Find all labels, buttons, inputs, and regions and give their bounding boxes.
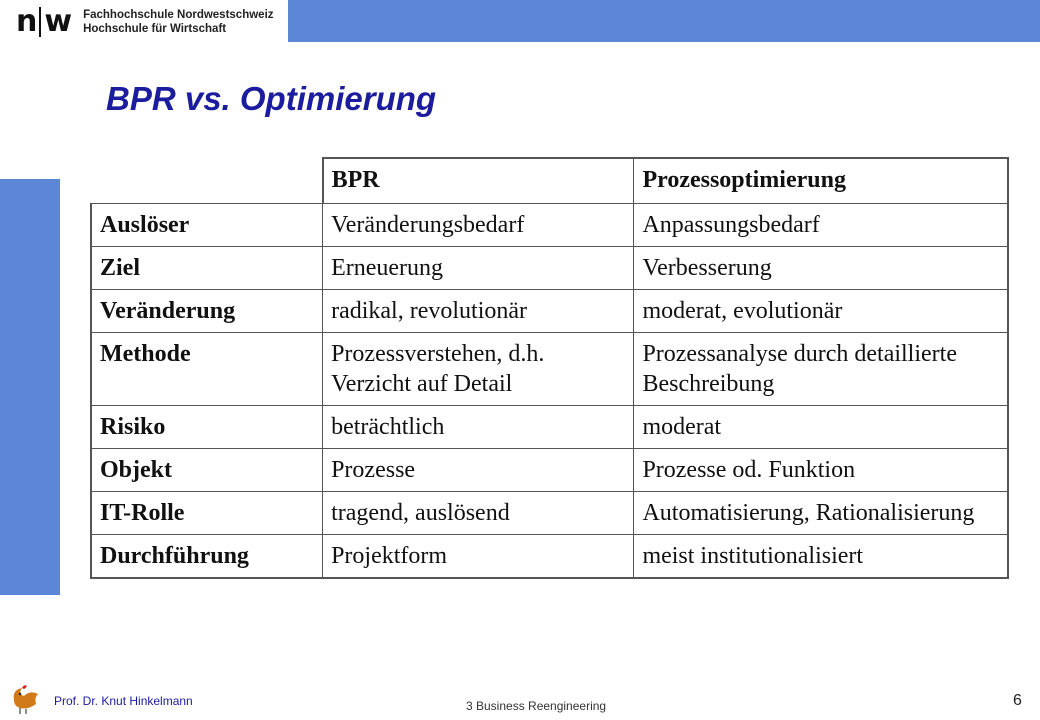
table-row	[91, 204, 1008, 247]
optimierung-cell: Prozessanalyse durch detaillierte Beschreibung	[634, 333, 1008, 406]
table-row	[91, 449, 1008, 492]
school-logo	[16, 4, 274, 40]
row-label: IT-Rolle	[91, 492, 323, 535]
bpr-cell: Prozessverstehen, d.h. Verzicht auf Detail	[323, 333, 634, 406]
optimierung-cell: meist institutionalisiert	[634, 535, 1008, 579]
optimierung-cell: Verbesserung	[634, 247, 1008, 290]
logo-text	[83, 8, 273, 36]
logo-mark: n w	[16, 4, 72, 39]
table-row	[91, 247, 1008, 290]
footer-author: Prof. Dr. Knut Hinkelmann	[54, 694, 193, 708]
bpr-cell: radikal, revolutionär	[323, 290, 634, 333]
row-label: Objekt	[91, 449, 323, 492]
row-label: Risiko	[91, 406, 323, 449]
row-label: Auslöser	[91, 204, 323, 247]
bpr-cell: Veränderungsbedarf	[323, 204, 634, 247]
side-accent-bar	[0, 179, 60, 595]
header-cell-bpr: BPR	[323, 158, 634, 204]
bpr-cell: beträchtlich	[323, 406, 634, 449]
bpr-cell: tragend, auslösend	[323, 492, 634, 535]
table-row	[91, 406, 1008, 449]
optimierung-cell: moderat	[634, 406, 1008, 449]
row-label: Durchführung	[91, 535, 323, 579]
table-header-row	[91, 158, 1008, 204]
rooster-logo-icon	[8, 680, 44, 716]
bpr-cell: Erneuerung	[323, 247, 634, 290]
optimierung-cell: Prozesse od. Funktion	[634, 449, 1008, 492]
row-label: Methode	[91, 333, 323, 406]
logo-line-2: Hochschule für Wirtschaft	[83, 23, 227, 35]
row-label: Ziel	[91, 247, 323, 290]
slide-title: BPR vs. Optimierung	[106, 80, 437, 117]
page-number: 6	[1013, 692, 1022, 709]
table-row	[91, 535, 1008, 579]
optimierung-cell: moderat, evolutionär	[634, 290, 1008, 333]
optimierung-cell: Automatisierung, Rationalisierung	[634, 492, 1008, 535]
table-row	[91, 290, 1008, 333]
optimierung-cell: Anpassungsbedarf	[634, 204, 1008, 247]
table-row	[91, 333, 1008, 406]
footer-chapter: 3 Business Reengineering	[466, 699, 607, 713]
bpr-cell: Projektform	[323, 535, 634, 579]
bpr-cell: Prozesse	[323, 449, 634, 492]
comparison-table	[90, 157, 1009, 579]
header-cell-optimierung: Prozessoptimierung	[634, 158, 1008, 204]
row-label: Veränderung	[91, 290, 323, 333]
table-row	[91, 492, 1008, 535]
header-empty-cell	[91, 158, 323, 204]
logo-line-1: Fachhochschule Nordwestschweiz	[83, 9, 274, 21]
header-accent-bar	[288, 0, 1040, 42]
